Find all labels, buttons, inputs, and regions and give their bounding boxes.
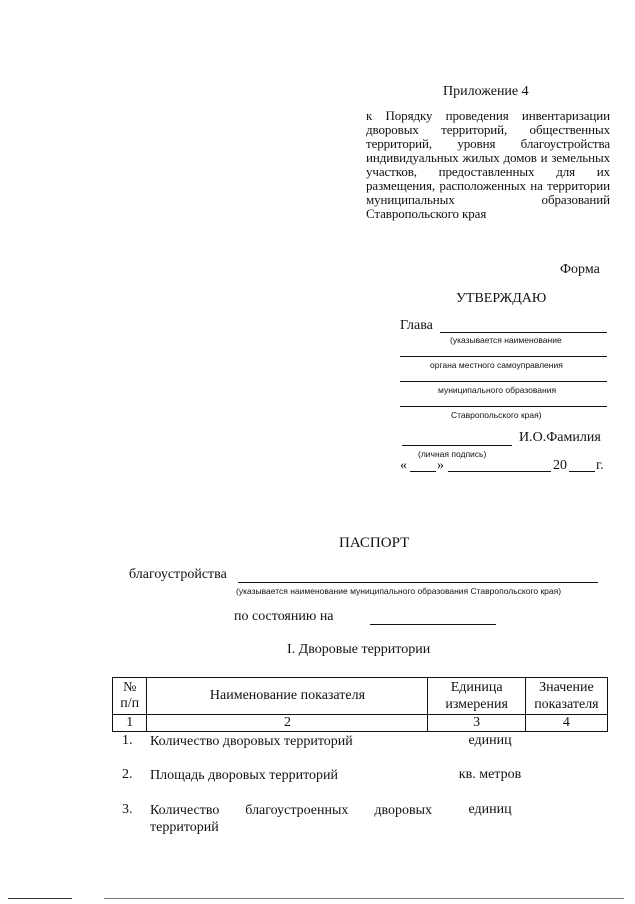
header-value-line2: показателя <box>534 697 599 712</box>
date-month-line <box>448 471 551 472</box>
row-name: Количество дворовых территорий <box>150 734 353 749</box>
footer-line-right <box>104 898 624 899</box>
indicators-table-header <box>112 677 608 732</box>
approval-heading: УТВЕРЖДАЮ <box>456 291 547 306</box>
header-num-line1: № <box>123 680 137 695</box>
underline-2 <box>400 356 607 357</box>
signature-hint: (личная подпись) <box>418 449 487 459</box>
row-unit: кв. метров <box>458 767 522 782</box>
row-name-word: дворовых <box>374 803 432 818</box>
hint-region: Ставропольского края) <box>451 410 542 420</box>
hint-name: (указывается наименование <box>450 335 562 345</box>
date-year-line <box>569 471 595 472</box>
appendix-body: к Порядку проведения инвентаризации дворовых территорий, общественных территорий, уровня благоустройства индивидуальных жилых домов и земельных участков, предоставленных для их размещения, расположенных на территории муниципальных образований Ставропольского края <box>366 108 610 221</box>
passport-title: ПАСПОРТ <box>339 535 410 551</box>
index-cell-1: 1 <box>113 715 147 732</box>
section-title: I. Дворовые территории <box>287 642 431 657</box>
row-unit: единиц <box>468 802 512 817</box>
signature-line <box>402 445 512 446</box>
row-name-word: благоустроенных <box>245 803 349 818</box>
header-value <box>525 678 607 715</box>
header-num-line2: п/п <box>120 696 140 711</box>
subject-underline <box>238 582 598 583</box>
header-unit <box>428 678 525 715</box>
index-cell-4: 4 <box>525 715 607 732</box>
head-label: Глава <box>400 318 433 333</box>
row-num: 1. <box>122 733 133 748</box>
row-name-line1 <box>150 802 432 819</box>
row-name: Площадь дворовых территорий <box>150 768 338 783</box>
year-suffix: г. <box>596 458 604 473</box>
head-underline <box>440 332 607 333</box>
header-unit-line1: Единица <box>450 680 503 695</box>
row-name <box>150 802 432 836</box>
date-quote-open: « <box>400 458 407 473</box>
appendix-title: Приложение 4 <box>443 84 529 99</box>
underline-3 <box>400 381 607 382</box>
footer-line-left <box>8 898 72 899</box>
hint-municipality: муниципального образования <box>438 385 557 395</box>
form-label: Форма <box>560 262 600 277</box>
underline-4 <box>400 406 607 407</box>
index-cell-3: 3 <box>428 715 525 732</box>
date-quote-close: » <box>437 458 444 473</box>
as-of-underline <box>370 624 496 625</box>
date-day-line <box>410 471 436 472</box>
hint-authority: органа местного самоуправления <box>430 360 563 370</box>
header-num <box>113 678 147 715</box>
signatory-name: И.О.Фамилия <box>519 430 601 445</box>
header-name: Наименование показателя <box>147 678 428 715</box>
row-num: 3. <box>122 802 133 817</box>
row-name-line2: территорий <box>150 820 219 835</box>
row-unit: единиц <box>468 733 512 748</box>
header-value-line1: Значение <box>539 680 594 695</box>
as-of-label: по состоянию на <box>234 609 334 624</box>
subject-hint: (указывается наименование муниципального образования Ставропольского края) <box>236 586 562 596</box>
row-name-word: Количество <box>150 803 220 818</box>
passport-subject-label: благоустройства <box>129 567 227 582</box>
index-cell-2: 2 <box>147 715 428 732</box>
header-unit-line2: измерения <box>445 697 508 712</box>
year-prefix: 20 <box>553 458 567 473</box>
row-num: 2. <box>122 767 133 782</box>
